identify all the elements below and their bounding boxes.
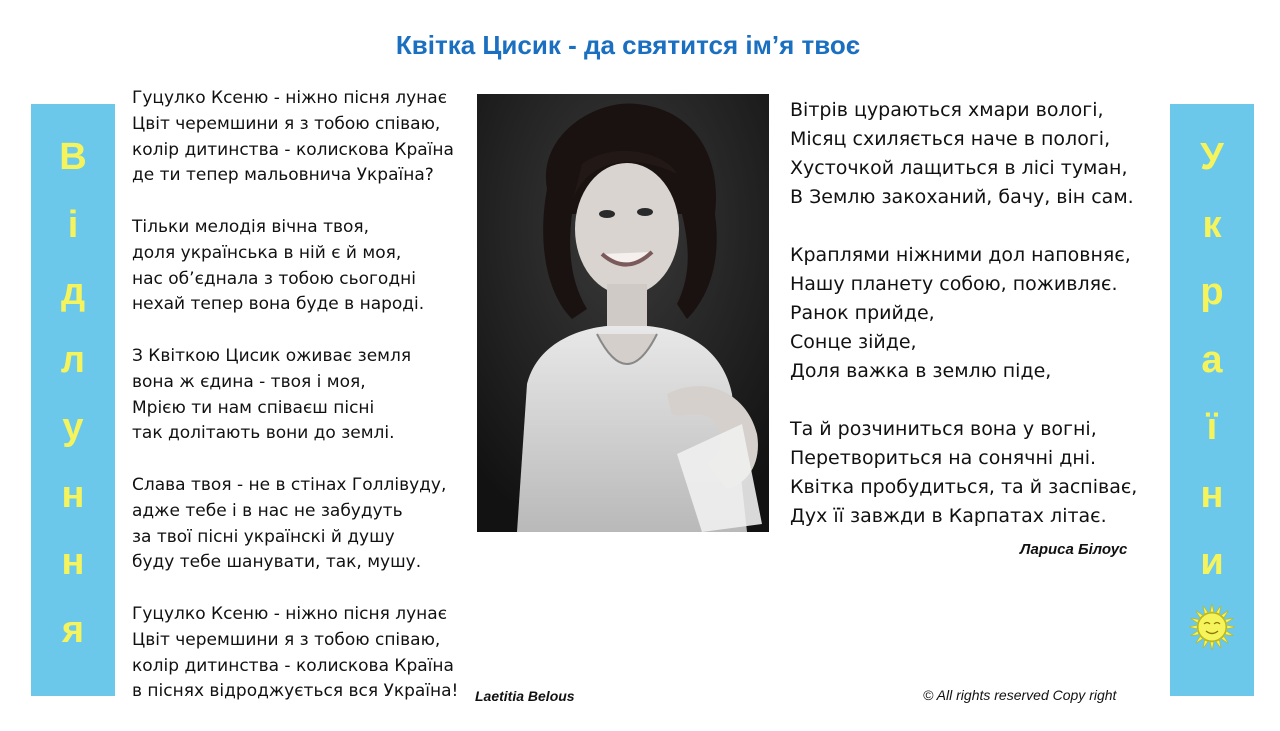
right-poem-line: Квітка пробудиться, та й заспіває, xyxy=(790,476,1138,498)
left-banner-letter: н xyxy=(61,473,85,516)
right-banner-letter: н xyxy=(1200,473,1224,516)
right-poem-line: Вітрів цураються хмари вологі, xyxy=(790,99,1104,121)
left-poem-line: доля українська в ній є й моя, xyxy=(132,242,402,263)
left-poem-line: Мрією ти нам співаєш пісні xyxy=(132,397,375,418)
portrait-photo xyxy=(477,94,769,532)
right-banner-letter: и xyxy=(1200,541,1224,583)
right-banner-letter: а xyxy=(1201,338,1223,381)
right-poem-line: Та й розчиниться вона у вогні, xyxy=(790,418,1097,440)
left-poem-stanza xyxy=(132,215,458,318)
smiling-sun-icon xyxy=(1188,603,1236,651)
right-banner-letter: к xyxy=(1202,203,1222,246)
left-poem-line: буду тебе шанувати, так, мушу. xyxy=(132,552,422,573)
left-poem-line: Цвіт черемшини я з тобою співаю, xyxy=(132,113,441,134)
right-poem-stanza xyxy=(790,241,1137,386)
left-banner-letter: д xyxy=(60,271,86,313)
left-banner-letter: у xyxy=(62,406,84,448)
left-poem-line: Тільки мелодія вічна твоя, xyxy=(132,216,370,237)
left-poem-stanza xyxy=(132,86,458,189)
right-poem-stanza xyxy=(790,96,1137,212)
left-poem-line: колір дитинства - колискова Країна xyxy=(132,139,454,160)
left-banner-letter: В xyxy=(59,136,87,178)
right-poem-line: Перетвориться на сонячні дні. xyxy=(790,447,1097,469)
right-poem-stanza xyxy=(790,415,1137,531)
left-poem-line: Слава твоя - не в стінах Голлівуду, xyxy=(132,474,447,495)
right-poem-line: Хусточкой лащиться в лісі туман, xyxy=(790,157,1128,179)
author-signature: Лариса Білоус xyxy=(1020,541,1128,558)
right-banner-letter: р xyxy=(1200,271,1224,313)
right-banner-letter: У xyxy=(1200,136,1224,178)
right-vertical-banner xyxy=(1170,104,1254,696)
left-poem-line: Гуцулко Ксеню - ніжно пісня лунає xyxy=(132,603,448,624)
left-banner-letter: і xyxy=(67,203,79,246)
left-poem-stanza xyxy=(132,344,458,447)
left-vertical-banner xyxy=(31,104,115,696)
left-poem-line: адже тебе і в нас не забудуть xyxy=(132,500,403,521)
left-poem-line: Цвіт черемшини я з тобою співаю, xyxy=(132,629,441,650)
left-poem-line: в піснях відроджується вся Україна! xyxy=(132,681,459,702)
right-poem-line: Місяц схиляється наче в пологі, xyxy=(790,128,1111,150)
right-poem-line: Сонце зійде, xyxy=(790,331,917,353)
left-banner-letter: н xyxy=(61,541,85,583)
left-poem-line: З Квіткою Цисик оживає земля xyxy=(132,345,412,366)
right-poem xyxy=(790,96,1137,560)
left-poem-line: Гуцулко Ксеню - ніжно пісня лунає xyxy=(132,88,448,108)
right-poem-line: В Землю закоханий, бачу, він сам. xyxy=(790,186,1134,208)
left-poem-line: вона ж єдина - твоя і моя, xyxy=(132,371,366,392)
left-poem-line: колір дитинства - колискова Країна xyxy=(132,655,454,676)
right-poem-line: Ранок прийде, xyxy=(790,302,935,324)
right-poem-line: Дух її завжди в Карпатах літає. xyxy=(790,505,1107,527)
left-banner-letter: л xyxy=(60,338,86,381)
left-poem-line: нас об’єднала з тобою сьогодні xyxy=(132,268,416,289)
copyright-notice: © All rights reserved Copy right xyxy=(923,687,1117,703)
left-banner-letter: я xyxy=(61,608,85,651)
right-poem-line: Нашу планету собою, поживляє. xyxy=(790,273,1118,295)
left-poem-stanza xyxy=(132,473,458,576)
right-poem-line: Доля важка в землю піде, xyxy=(790,360,1052,382)
left-poem xyxy=(132,86,458,731)
right-banner-letter: ї xyxy=(1206,406,1218,448)
photo-credit: Laetitia Belous xyxy=(475,688,575,704)
left-poem-line: за твої пісні українскі й душу xyxy=(132,526,395,547)
portrait-photo-illustration xyxy=(477,94,769,532)
left-poem-line: де ти тепер мальовнича Україна? xyxy=(132,165,434,186)
left-poem-stanza xyxy=(132,602,458,705)
left-poem-line: нехай тепер вона буде в народі. xyxy=(132,294,425,315)
page-title: Квітка Цисик - да святится ім’я твоє xyxy=(395,30,861,60)
left-poem-line: так долітають вони до землі. xyxy=(132,423,395,444)
right-poem-line: Краплями ніжними дол наповняє, xyxy=(790,244,1131,266)
